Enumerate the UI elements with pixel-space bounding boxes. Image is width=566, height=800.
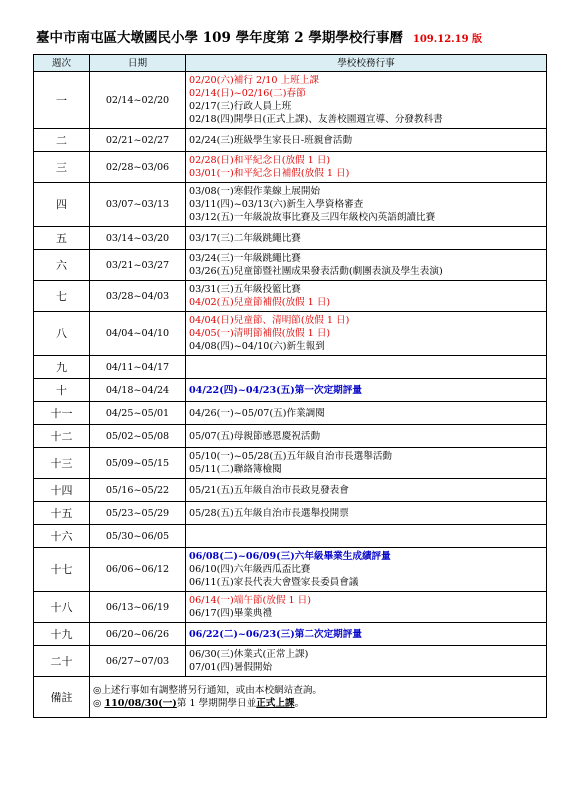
event-item: 05/28(五)五年級自治市長選舉投開票 [189, 507, 349, 519]
event-item: 04/02(五)兒童節補假(放假 1 日) [189, 297, 331, 308]
date-range-cell: 06/06~06/12 [90, 548, 186, 592]
week-cell: 二十 [34, 646, 90, 677]
table-row [34, 250, 547, 281]
date-range-cell: 05/30~06/05 [90, 525, 186, 548]
event-item: 06/22(二)~06/23(三)第二次定期評量 [189, 628, 362, 640]
note-end: 。 [294, 698, 305, 709]
table-row [34, 281, 547, 312]
event-item: 05/07(五)母親節感恩慶祝活動 [189, 430, 321, 442]
events-cell [186, 402, 547, 425]
week-cell: 五 [34, 227, 90, 250]
table-row [34, 592, 547, 623]
table-row [34, 312, 547, 356]
date-range-cell: 05/16~05/22 [90, 479, 186, 502]
date-range-cell: 04/25~05/01 [90, 402, 186, 425]
event-item: 06/14(一)端午節(放假 1 日) [189, 595, 311, 606]
week-cell: 十五 [34, 502, 90, 525]
events-cell [186, 227, 547, 250]
event-item: 06/10(四)六年級西瓜盃比賽 [189, 564, 311, 575]
event-item: 04/08(四)~04/10(六)新生報到 [189, 341, 325, 352]
table-row [34, 402, 547, 425]
event-item: 04/04(日)兒童節、清明節(放假 1 日) [189, 315, 350, 326]
date-range-cell: 04/04~04/10 [90, 312, 186, 356]
events-cell [186, 152, 547, 183]
date-range-cell: 03/21~03/27 [90, 250, 186, 281]
note-line: ◎上述行事如有調整將另行通知，或由本校網站查詢。 [93, 685, 323, 696]
event-item: 04/22(四)~04/23(五)第一次定期評量 [189, 384, 362, 396]
version-date: 109.12.19 版 [412, 34, 483, 45]
event-item: 03/08(一)寒假作業線上展開始 [189, 186, 321, 197]
date-range-cell: 03/14~03/20 [90, 227, 186, 250]
events-cell [186, 312, 547, 356]
week-cell: 十九 [34, 623, 90, 646]
event-item: 03/01(一)和平紀念日補假(放假 1 日) [189, 168, 350, 179]
events-cell [186, 548, 547, 592]
events-cell [186, 525, 547, 548]
events-cell [186, 425, 547, 448]
event-item: 02/28(日)和平紀念日(放假 1 日) [189, 155, 331, 166]
note-date: 110/08/30(一) [104, 698, 177, 709]
note-marker: ◎ [93, 698, 105, 709]
week-cell: 十三 [34, 448, 90, 479]
week-cell: 十 [34, 379, 90, 402]
event-item: 03/12(五)一年級說故事比賽及三四年級校內英語朗讀比賽 [189, 212, 436, 223]
page-header [36, 26, 546, 44]
date-range-cell: 02/14~02/20 [90, 72, 186, 129]
table-row [34, 646, 547, 677]
date-range-cell: 06/20~06/26 [90, 623, 186, 646]
table-row [34, 356, 547, 379]
event-item: 03/26(五)兒童節暨社團成果發表活動(劇團表演及學生表演) [189, 266, 443, 277]
page-title: 臺中市南屯區大墩國民小學 109 學年度第 2 學期學校行事曆 [36, 30, 403, 46]
column-header-week: 週次 [34, 55, 90, 72]
events-cell [186, 183, 547, 227]
events-cell [186, 129, 547, 152]
event-item: 05/10(一)~05/28(五)五年級自治市長選舉活動 [189, 451, 393, 462]
table-row [34, 502, 547, 525]
events-cell [186, 281, 547, 312]
events-cell [186, 250, 547, 281]
date-range-cell: 04/18~04/24 [90, 379, 186, 402]
week-cell: 三 [34, 152, 90, 183]
table-row [34, 72, 547, 129]
events-cell [186, 592, 547, 623]
event-item: 03/31(三)五年級投籃比賽 [189, 284, 301, 295]
event-item: 06/30(三)休業式(正常上課) [189, 649, 309, 660]
notes-cell [90, 677, 547, 718]
column-header-date: 日期 [90, 55, 186, 72]
column-header-events: 學校校務行事 [186, 55, 547, 72]
table-row [34, 227, 547, 250]
event-item: 05/11(二)聯絡簿檢閱 [189, 464, 282, 475]
week-cell: 四 [34, 183, 90, 227]
event-item: 06/08(二)~06/09(三)六年級畢業生成績評量 [189, 551, 391, 562]
date-range-cell: 06/13~06/19 [90, 592, 186, 623]
events-cell [186, 72, 547, 129]
week-cell: 八 [34, 312, 90, 356]
date-range-cell: 03/07~03/13 [90, 183, 186, 227]
event-item: 02/24(三)班級學生家長日-班親會活動 [189, 134, 353, 146]
events-cell [186, 356, 547, 379]
event-item: 03/11(四)~03/13(六)新生入學資格審查 [189, 199, 364, 210]
event-item: 07/01(四)暑假開始 [189, 662, 273, 673]
week-cell: 九 [34, 356, 90, 379]
week-cell: 十四 [34, 479, 90, 502]
event-item: 06/11(五)家長代表大會暨家長委員會議 [189, 577, 359, 588]
event-item: 06/17(四)畢業典禮 [189, 608, 273, 619]
table-header-row [34, 55, 547, 72]
week-cell: 六 [34, 250, 90, 281]
table-row [34, 548, 547, 592]
table-row [34, 152, 547, 183]
event-item: 03/24(三)一年級跳繩比賽 [189, 253, 301, 264]
events-cell [186, 479, 547, 502]
date-range-cell: 04/11~04/17 [90, 356, 186, 379]
week-cell: 一 [34, 72, 90, 129]
events-cell [186, 379, 547, 402]
table-row [34, 479, 547, 502]
event-item: 03/17(三)二年級跳繩比賽 [189, 232, 301, 244]
events-cell [186, 646, 547, 677]
date-range-cell: 05/02~05/08 [90, 425, 186, 448]
event-item: 02/14(日)~02/16(二)春節 [189, 88, 306, 99]
week-cell: 十八 [34, 592, 90, 623]
date-range-cell: 06/27~07/03 [90, 646, 186, 677]
events-cell [186, 448, 547, 479]
event-item: 05/21(五)五年級自治市長政見發表會 [189, 484, 349, 496]
notes-label: 備註 [34, 677, 90, 718]
date-range-cell: 02/21~02/27 [90, 129, 186, 152]
date-range-cell: 05/23~05/29 [90, 502, 186, 525]
week-cell: 二 [34, 129, 90, 152]
week-cell: 十六 [34, 525, 90, 548]
week-cell: 十七 [34, 548, 90, 592]
table-row [34, 129, 547, 152]
table-row [34, 183, 547, 227]
table-row [34, 448, 547, 479]
table-row [34, 525, 547, 548]
event-item: 02/20(六)補行 2/10 上班上課 [189, 75, 319, 86]
table-row [34, 425, 547, 448]
events-cell [186, 623, 547, 646]
table-row [34, 623, 547, 646]
date-range-cell: 03/28~04/03 [90, 281, 186, 312]
note-emphasis: 正式上課 [256, 698, 295, 709]
note-text: 第 1 學期開學日並 [176, 698, 257, 709]
event-item: 02/17(三)行政人員上班 [189, 101, 292, 112]
date-range-cell: 02/28~03/06 [90, 152, 186, 183]
event-item: 04/05(一)清明節補假(放假 1 日) [189, 328, 331, 339]
notes-row [34, 677, 547, 718]
events-cell [186, 502, 547, 525]
school-calendar-table [33, 54, 547, 718]
week-cell: 十一 [34, 402, 90, 425]
note-line [93, 697, 543, 710]
week-cell: 七 [34, 281, 90, 312]
week-cell: 十二 [34, 425, 90, 448]
event-item: 02/18(四)開學日(正式上課)、友善校園週宣導、分發教科書 [189, 114, 443, 125]
event-item: 04/26(一)~05/07(五)作業調閱 [189, 407, 325, 419]
date-range-cell: 05/09~05/15 [90, 448, 186, 479]
table-row [34, 379, 547, 402]
